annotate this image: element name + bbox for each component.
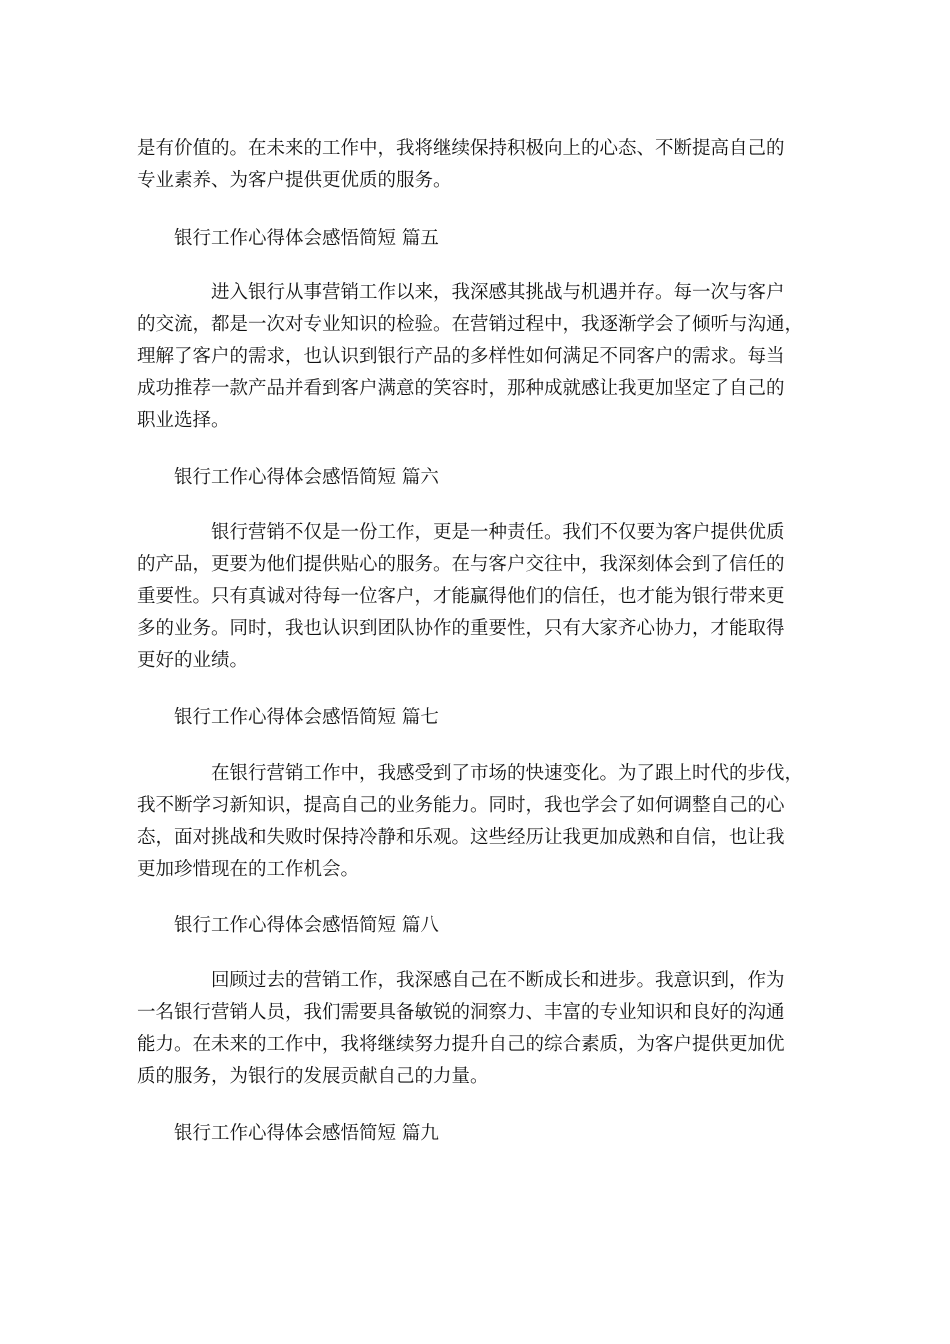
text-line: 的交流，都是一次对专业知识的检验。在营销过程中，我逐渐学会了倾听与沟通， <box>137 314 804 335</box>
text-line: 一名银行营销人员，我们需要具备敏锐的洞察力、丰富的专业知识和良好的沟通 <box>137 1002 785 1023</box>
text-line: 职业选择。 <box>137 410 230 431</box>
section-heading-5: 银行工作心得体会感悟简短 篇五 <box>174 228 439 249</box>
text-line: 专业素养、为客户提供更优质的服务。 <box>137 170 452 191</box>
text-line: 重要性。只有真诚对待每一位客户，才能赢得他们的信任，也才能为银行带来更 <box>137 586 785 607</box>
text-line: 多的业务。同时，我也认识到团队协作的重要性，只有大家齐心协力，才能取得 <box>137 618 785 639</box>
section-heading-8: 银行工作心得体会感悟简短 篇八 <box>174 915 439 936</box>
text-line: 更好的业绩。 <box>137 650 249 671</box>
text-line: 质的服务，为银行的发展贡献自己的力量。 <box>137 1066 489 1087</box>
text-line: 成功推荐一款产品并看到客户满意的笑容时，那种成就感让我更加坚定了自己的 <box>137 378 785 399</box>
text-line: 在银行营销工作中，我感受到了市场的快速变化。为了跟上时代的步伐， <box>211 763 804 784</box>
paragraph-section-5 <box>137 277 817 437</box>
text-line: 回顾过去的营销工作，我深感自己在不断成长和进步。我意识到，作为 <box>211 970 785 991</box>
text-line: 进入银行从事营销工作以来，我深感其挑战与机遇并存。每一次与客户 <box>211 282 785 303</box>
text-line: 态，面对挑战和失败时保持冷静和乐观。这些经历让我更加成熟和自信，也让我 <box>137 827 785 848</box>
paragraph-section-8 <box>137 965 817 1093</box>
text-line: 能力。在未来的工作中，我将继续努力提升自己的综合素质，为客户提供更加优 <box>137 1034 785 1055</box>
text-line: 银行营销不仅是一份工作，更是一种责任。我们不仅要为客户提供优质 <box>211 522 785 543</box>
text-line: 更加珍惜现在的工作机会。 <box>137 859 360 880</box>
section-heading-6: 银行工作心得体会感悟简短 篇六 <box>174 467 439 488</box>
text-line: 是有价值的。在未来的工作中，我将继续保持积极向上的心态、不断提高自己的 <box>137 138 785 159</box>
paragraph-section-6 <box>137 517 817 677</box>
text-line: 我不断学习新知识，提高自己的业务能力。同时，我也学会了如何调整自己的心 <box>137 795 785 816</box>
paragraph-section-7 <box>137 758 817 886</box>
paragraph-continuation <box>137 133 817 197</box>
section-heading-9: 银行工作心得体会感悟简短 篇九 <box>174 1123 439 1144</box>
text-line: 的产品，更要为他们提供贴心的服务。在与客户交往中，我深刻体会到了信任的 <box>137 554 785 575</box>
text-line: 理解了客户的需求，也认识到银行产品的多样性如何满足不同客户的需求。每当 <box>137 346 785 367</box>
section-heading-7: 银行工作心得体会感悟简短 篇七 <box>174 707 439 728</box>
